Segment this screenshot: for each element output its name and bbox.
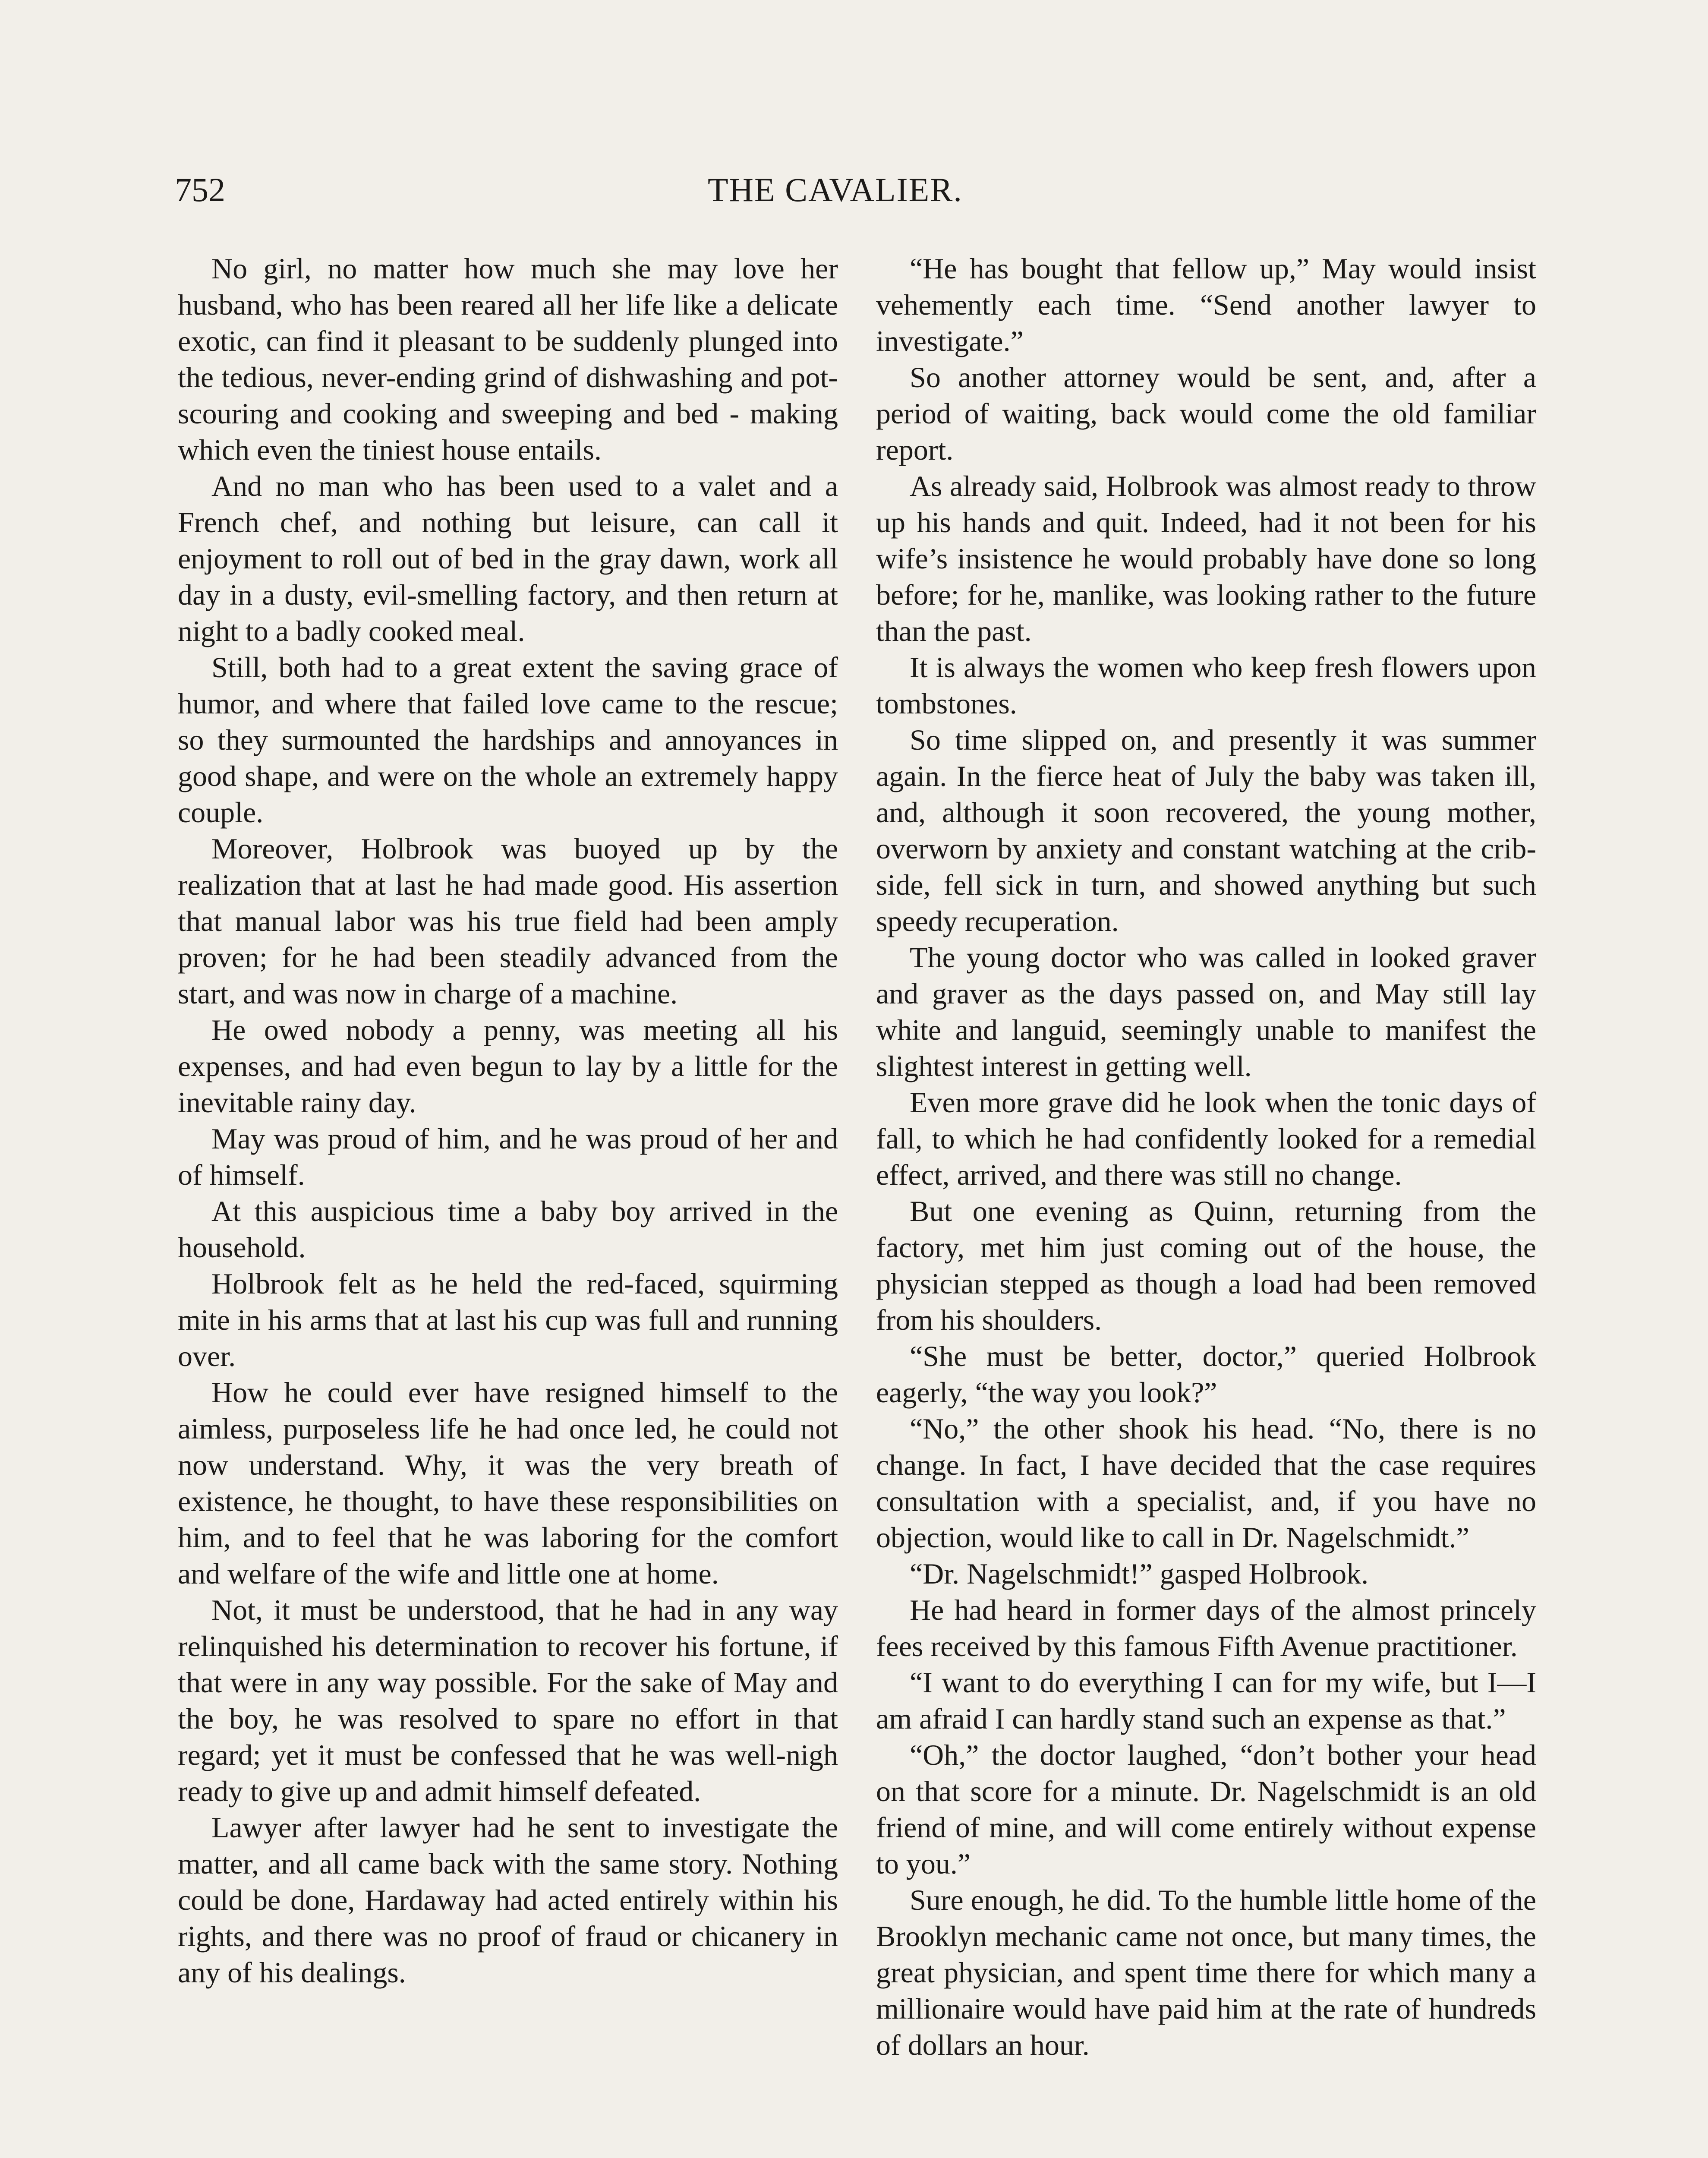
paragraph: Holbrook felt as he held the red-faced, squirming mite in his arms that at last his cup was full and running over. <box>178 1267 838 1372</box>
left-column <box>178 250 838 1991</box>
paragraph: So time slipped on, and presently it was summer again. In the fierce heat of July the baby was taken ill, and, although it soon recovered, the young mother, overworn by anxiety and constant watching at the cribside, fell sick in turn, and showed anything but such speedy recuperation. <box>876 723 1536 937</box>
paragraph: So another attorney would be sent, and, after a period of waiting, back would come the old familiar report. <box>876 361 1536 466</box>
paragraph: He owed nobody a penny, was meeting all his expenses, and had even begun to lay by a little for the inevitable rainy day. <box>178 1013 838 1119</box>
paragraph: “No,” the other shook his head. “No, there is no change. In fact, I have decided that the case requires consultation with a specialist, and, if you have no objection, would like to call in Dr. Nagelschmidt.” <box>876 1412 1536 1554</box>
paragraph: Not, it must be understood, that he had in any way relinquished his determination to recover his fortune, if that were in any way possible. For the sake of May and the boy, he was resolved to spare no effort in that regard; yet it must be confessed that he was well-nigh ready to give up and admit himself defeated. <box>178 1593 838 1808</box>
paragraph: Even more grave did he look when the tonic days of fall, to which he had confidently looked for a remedial effect, arrived, and there was still no change. <box>876 1086 1536 1191</box>
paragraph: The young doctor who was called in looked graver and graver as the days passed on, and May still lay white and languid, seemingly unable to manifest the slightest interest in getting well. <box>876 941 1536 1082</box>
page-number: 752 <box>175 171 225 208</box>
paragraph: May was proud of him, and he was proud of her and of himself. <box>178 1122 838 1191</box>
paragraph: How he could ever have resigned himself to the aimless, purposeless life he had once led, he could not now understand. Why, it was the very breath of existence, he thought, to have these responsibilities on him, and to feel that he was laboring for the comfort and welfare of the wife and little one at home. <box>178 1376 838 1590</box>
paragraph: “Dr. Nagelschmidt!” gasped Holbrook. <box>910 1557 1369 1590</box>
paragraph: It is always the women who keep fresh flowers upon tombstones. <box>876 651 1536 720</box>
paragraph: “Oh,” the doctor laughed, “don’t bother your head on that score for a minute. Dr. Nagelschmidt is an old friend of mine, and will come entirely without expense to you.” <box>876 1738 1536 1880</box>
paragraph: As already said, Holbrook was almost ready to throw up his hands and quit. Indeed, had it not been for his wife’s insistence he would probably have done so long before; for he, manlike, was looking rather to the future than the past. <box>876 470 1536 647</box>
running-title: THE CAVALIER. <box>708 171 963 208</box>
paragraph: “I want to do everything I can for my wife, but I—I am afraid I can hardly stand such an expense as that.” <box>876 1666 1536 1735</box>
right-column <box>876 250 1536 2063</box>
paragraph: And no man who has been used to a valet and a French chef, and nothing but leisure, can call it enjoyment to roll out of bed in the gray dawn, work all day in a dusty, evil-smelling factory, and then return at night to a badly cooked meal. <box>178 470 838 647</box>
paragraph: But one evening as Quinn, returning from the factory, met him just coming out of the house, the physician stepped as though a load had been removed from his shoulders. <box>876 1195 1536 1336</box>
paragraph: He had heard in former days of the almost princely fees received by this famous Fifth Avenue practitioner. <box>876 1593 1536 1663</box>
paragraph: Sure enough, he did. To the humble little home of the Brooklyn mechanic came not once, but many times, the great physician, and spent time there for which many a millionaire would have paid him at the rate of hundreds of dollars an hour. <box>876 1884 1536 2061</box>
paragraph: Moreover, Holbrook was buoyed up by the realization that at last he had made good. His assertion that manual labor was his true field had been amply proven; for he had been steadily advanced from the start, and was now in charge of a machine. <box>178 832 838 1010</box>
paragraph: At this auspicious time a baby boy arrived in the household. <box>178 1195 838 1264</box>
paragraph: No girl, no matter how much she may love her husband, who has been reared all her life like a delicate exotic, can find it pleasant to be suddenly plunged into the tedious, never-ending grind of dishwashing and pot-scouring and cooking and sweeping and bed - making which even the tiniest house entails. <box>178 252 838 466</box>
paragraph: Still, both had to a great extent the saving grace of humor, and where that failed love came to the rescue; so they surmounted the hardships and annoyances in good shape, and were on the whole an extremely happy couple. <box>178 651 838 829</box>
paragraph: “She must be better, doctor,” queried Holbrook eagerly, “the way you look?” <box>876 1340 1536 1409</box>
paragraph: Lawyer after lawyer had he sent to investigate the matter, and all came back with the same story. Nothing could be done, Hardaway had acted entirely within his rights, and there was no proof of fraud or chicanery in any of his dealings. <box>178 1811 838 1989</box>
paragraph: “He has bought that fellow up,” May would insist vehemently each time. “Send another lawyer to investigate.” <box>876 252 1536 357</box>
